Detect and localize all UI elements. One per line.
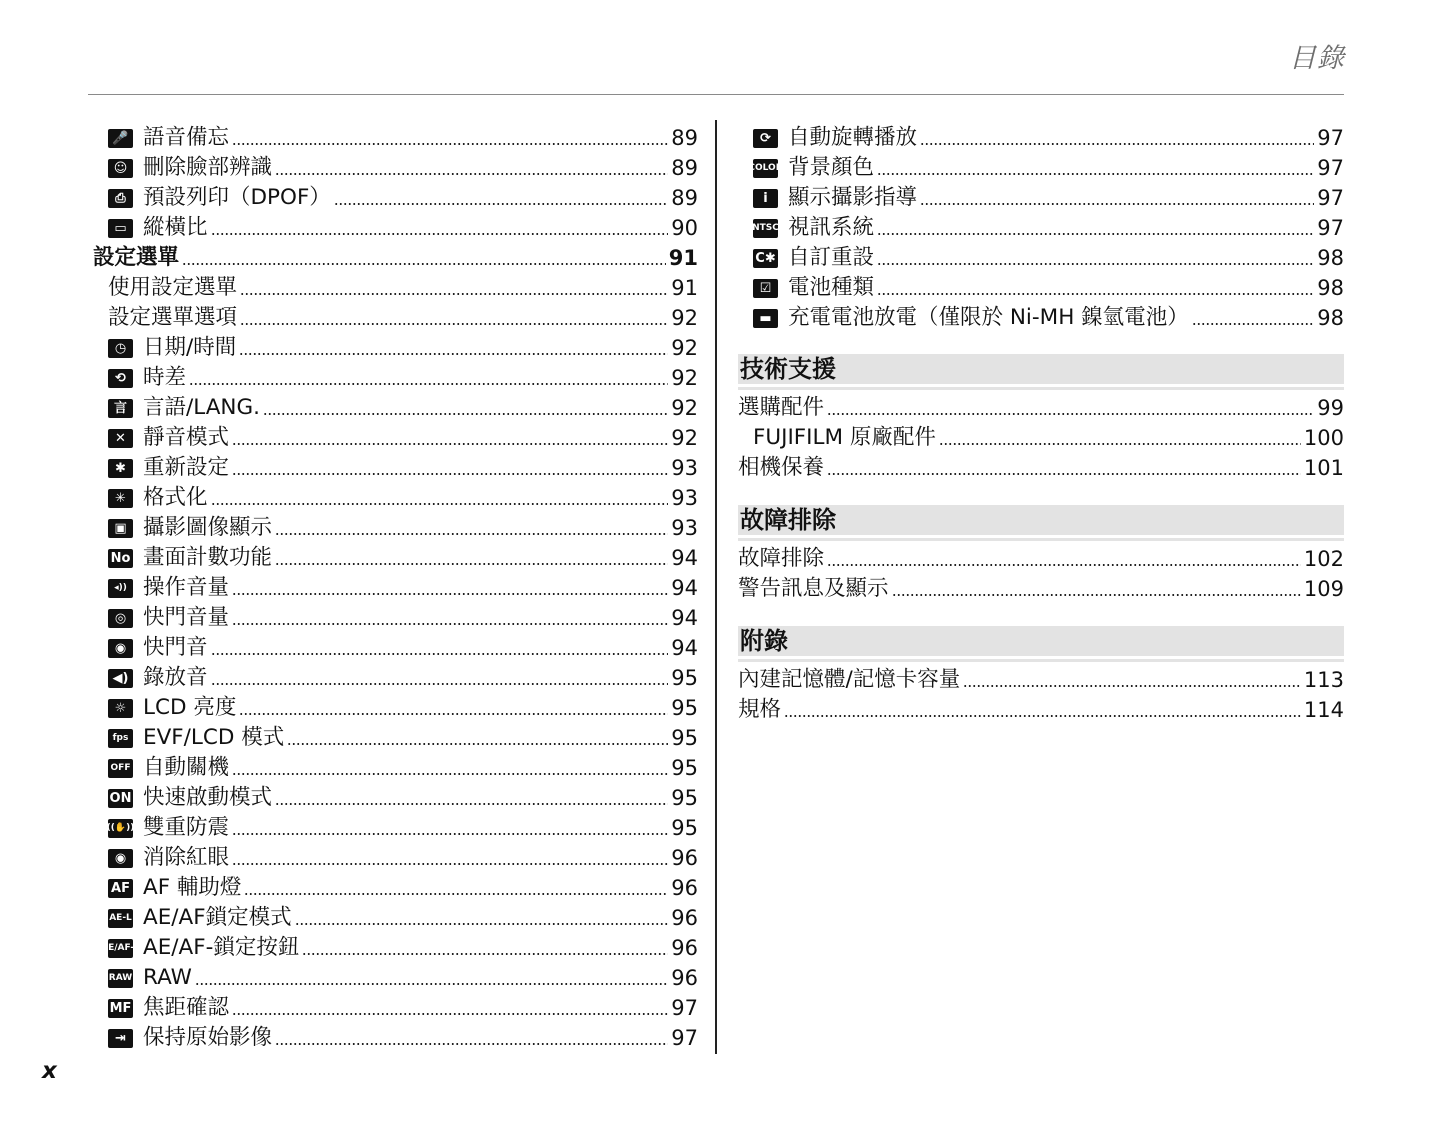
- toc-entry[interactable]: [93, 393, 698, 423]
- dot-leader: [334, 203, 668, 205]
- info-icon: i: [753, 189, 778, 208]
- toc-entry-page: 100: [1303, 426, 1344, 450]
- toc-entry[interactable]: [93, 753, 698, 783]
- toc-entry[interactable]: [93, 663, 698, 693]
- toc-entry-page: 89: [671, 156, 698, 180]
- toc-entry[interactable]: [738, 273, 1344, 303]
- dot-leader: [239, 713, 668, 715]
- toc-entry-label: EVF/LCD 模式: [143, 725, 285, 750]
- toc-entry[interactable]: [93, 273, 698, 303]
- toc-entry-page: 109: [1303, 577, 1344, 601]
- toc-entry-label: 警告訊息及顯示: [738, 576, 889, 601]
- dot-leader: [244, 893, 668, 895]
- red-eye-icon: ◉: [108, 849, 133, 868]
- battery-type-icon: ☑: [753, 279, 778, 298]
- dot-leader: [211, 233, 669, 235]
- dual-is-icon: ((✋)): [108, 819, 133, 838]
- toc-entry-page: 97: [1317, 216, 1344, 240]
- toc-entry-page: 98: [1317, 246, 1344, 270]
- toc-entry[interactable]: [93, 843, 698, 873]
- format-icon: ✳: [108, 489, 133, 508]
- toc-entry-page: 96: [671, 936, 698, 960]
- toc-entry-label: 保持原始影像: [143, 1025, 273, 1050]
- toc-entry[interactable]: [93, 693, 698, 723]
- toc-entry-page: 93: [671, 516, 698, 540]
- frame-number-icon: No: [108, 549, 133, 568]
- page-number: x: [42, 1058, 57, 1084]
- auto-power-off-icon: OFF: [108, 759, 133, 778]
- toc-entry-label: 顯示攝影指導: [788, 185, 918, 210]
- toc-entry-page: 92: [671, 426, 698, 450]
- page-title: 目錄: [1289, 43, 1345, 74]
- toc-entry-label: 重新設定: [143, 455, 230, 480]
- toc-entry-page: 97: [1317, 186, 1344, 210]
- dot-leader: [182, 263, 666, 265]
- dot-leader: [295, 923, 669, 925]
- toc-entry-label: 焦距確認: [143, 995, 230, 1020]
- toc-right-column: [738, 123, 1344, 725]
- operation-volume-icon: ◂)): [108, 579, 133, 598]
- toc-entry-label: 靜音模式: [143, 425, 230, 450]
- toc-entry[interactable]: [93, 483, 698, 513]
- toc-entry-page: 98: [1317, 306, 1344, 330]
- shutter-sound-icon: ◉: [108, 639, 133, 658]
- reset-icon: ✱: [108, 459, 133, 478]
- toc-entry-label: 快速啟動模式: [143, 785, 273, 810]
- toc-entry[interactable]: [93, 783, 698, 813]
- dot-leader: [195, 983, 668, 985]
- dot-leader: [211, 653, 669, 655]
- toc-entry-page: 94: [671, 606, 698, 630]
- toc-entry[interactable]: [93, 903, 698, 933]
- dot-leader: [920, 143, 1314, 145]
- toc-entry[interactable]: [738, 695, 1344, 725]
- toc-entry-label: 語音備忘: [143, 125, 230, 150]
- toc-entry-label: 使用設定選單: [108, 275, 238, 300]
- toc-entry[interactable]: [738, 665, 1344, 695]
- playback-volume-icon: ◀): [108, 669, 133, 688]
- toc-entry-page: 96: [671, 876, 698, 900]
- toc-entry-page: 92: [671, 396, 698, 420]
- dot-leader: [877, 263, 1314, 265]
- toc-entry-page: 97: [671, 996, 698, 1020]
- toc-entry-page: 114: [1303, 698, 1344, 722]
- toc-entry-page: 89: [671, 126, 698, 150]
- toc-entry-label: 雙重防震: [143, 815, 230, 840]
- dot-leader: [275, 1043, 668, 1045]
- af-illuminator-icon: AF: [108, 879, 133, 898]
- toc-entry-page: 101: [1303, 456, 1344, 480]
- column-divider: [715, 120, 717, 1054]
- dot-leader: [275, 533, 668, 535]
- toc-entry-label: FUJIFILM 原廠配件: [753, 425, 936, 450]
- toc-entry-label: 刪除臉部辨識: [143, 155, 273, 180]
- toc-entry-label: 操作音量: [143, 575, 230, 600]
- toc-left-column: [93, 123, 698, 1053]
- toc-entry-page: 95: [671, 666, 698, 690]
- toc-entry[interactable]: [93, 993, 698, 1023]
- toc-entry[interactable]: [93, 543, 698, 573]
- toc-entry-page: 92: [671, 336, 698, 360]
- discharge-icon: ▬: [753, 309, 778, 328]
- section-heading: 故障排除: [738, 505, 1344, 538]
- toc-entry-label: RAW: [143, 965, 192, 990]
- toc-entry-label: 自動關機: [143, 755, 230, 780]
- toc-entry-page: 94: [671, 636, 698, 660]
- toc-entry[interactable]: [738, 303, 1344, 333]
- dot-leader: [232, 623, 668, 625]
- toc-entry-label: AF 輔助燈: [143, 875, 242, 900]
- toc-entry-page: 94: [671, 546, 698, 570]
- toc-entry-label: 消除紅眼: [143, 845, 230, 870]
- save-original-icon: ⇥: [108, 1029, 133, 1048]
- language-icon: 言: [108, 399, 133, 418]
- toc-entry-label: 自動旋轉播放: [788, 125, 918, 150]
- toc-entry[interactable]: [738, 423, 1344, 453]
- image-display-icon: ▣: [108, 519, 133, 538]
- dot-leader: [275, 173, 668, 175]
- toc-entry[interactable]: [93, 813, 698, 843]
- aspect-ratio-icon: ▭: [108, 219, 133, 238]
- toc-entry[interactable]: [93, 1023, 698, 1053]
- print-order-icon: ⎙: [108, 189, 133, 208]
- toc-entry-label: 日期/時間: [143, 335, 237, 360]
- dot-leader: [827, 473, 1301, 475]
- clock-icon: ◷: [108, 339, 133, 358]
- toc-entry-page: 96: [671, 966, 698, 990]
- toc-entry-page: 99: [1317, 396, 1344, 420]
- toc-entry-label: 充電電池放電（僅限於 Ni-MH 鎳氫電池）: [788, 305, 1189, 330]
- toc-entry[interactable]: [93, 513, 698, 543]
- toc-entry-page: 95: [671, 786, 698, 810]
- toc-entry[interactable]: [93, 453, 698, 483]
- toc-entry[interactable]: [738, 393, 1344, 423]
- toc-entry[interactable]: [93, 963, 698, 993]
- video-system-icon: NTSC: [753, 219, 778, 238]
- toc-entry[interactable]: [738, 123, 1344, 153]
- toc-entry-page: 94: [671, 576, 698, 600]
- toc-entry[interactable]: [738, 243, 1344, 273]
- dot-leader: [275, 563, 668, 565]
- dot-leader: [784, 715, 1301, 717]
- lcd-brightness-icon: ☼: [108, 699, 133, 718]
- toc-entry-page: 97: [1317, 156, 1344, 180]
- toc-entry-label: 故障排除: [738, 546, 825, 571]
- silent-mode-icon: ✕: [108, 429, 133, 448]
- toc-entry[interactable]: [93, 123, 698, 153]
- toc-entry-label: 規格: [738, 697, 782, 722]
- ae-l-icon: AE-L: [108, 909, 133, 928]
- toc-entry[interactable]: [93, 573, 698, 603]
- toc-entry-page: 93: [671, 486, 698, 510]
- toc-entry[interactable]: [93, 363, 698, 393]
- dot-leader: [263, 413, 668, 415]
- dot-leader: [827, 564, 1301, 566]
- toc-entry-label: 言語/LANG.: [143, 395, 261, 420]
- toc-entry-page: 98: [1317, 276, 1344, 300]
- dot-leader: [240, 323, 668, 325]
- toc-entry-label: 預設列印（DPOF）: [143, 185, 331, 210]
- dot-leader: [189, 383, 668, 385]
- toc-entry[interactable]: [738, 544, 1344, 574]
- toc-entry-label: 背景顏色: [788, 155, 875, 180]
- dot-leader: [232, 863, 668, 865]
- toc-entry-label: 時差: [143, 365, 187, 390]
- toc-entry[interactable]: [93, 933, 698, 963]
- evf-lcd-mode-icon: fps: [108, 729, 133, 748]
- toc-entry[interactable]: [93, 423, 698, 453]
- raw-icon: RAW: [108, 969, 133, 988]
- toc-entry[interactable]: [93, 873, 698, 903]
- autorotate-icon: ⟳: [753, 129, 778, 148]
- dot-leader: [232, 593, 668, 595]
- dot-leader: [232, 773, 668, 775]
- dot-leader: [239, 353, 668, 355]
- toc-entry-label: 設定選單: [93, 245, 180, 270]
- shutter-volume-icon: ◎: [108, 609, 133, 628]
- toc-entry-page: 91: [671, 276, 698, 300]
- dot-leader: [920, 203, 1314, 205]
- toc-entry[interactable]: [738, 213, 1344, 243]
- ae-af-l-icon: AE/AF-L: [108, 939, 133, 958]
- custom-reset-icon: C✱: [753, 249, 778, 268]
- toc-entry[interactable]: [93, 183, 698, 213]
- toc-entry-label: 選購配件: [738, 395, 825, 420]
- toc-entry-label: 畫面計數功能: [143, 545, 273, 570]
- toc-entry-page: 91: [668, 246, 698, 270]
- toc-entry-label: 設定選單選項: [108, 305, 238, 330]
- toc-entry-label: AE/AF鎖定模式: [143, 905, 292, 930]
- dot-leader: [1192, 323, 1315, 325]
- dot-leader: [877, 173, 1314, 175]
- toc-entry-label: 錄放音: [143, 665, 208, 690]
- toc-entry-label: 快門音: [143, 635, 208, 660]
- toc-entry-label: 自訂重設: [788, 245, 875, 270]
- voice-memo-icon: 🎤: [108, 129, 133, 148]
- toc-entry-label: 電池種類: [788, 275, 875, 300]
- dot-leader: [827, 413, 1314, 415]
- quick-start-icon: ON: [109, 790, 132, 806]
- toc-entry-label: 快門音量: [143, 605, 230, 630]
- toc-entry[interactable]: [738, 574, 1344, 604]
- toc-entry-label: LCD 亮度: [143, 695, 237, 720]
- toc-entry-label: 內建記憶體/記憶卡容量: [738, 667, 961, 692]
- toc-entry-page: 92: [671, 366, 698, 390]
- dot-leader: [232, 143, 668, 145]
- dot-leader: [275, 803, 668, 805]
- dot-leader: [211, 683, 669, 685]
- dot-leader: [877, 233, 1314, 235]
- toc-entry-label: 攝影圖像顯示: [143, 515, 273, 540]
- toc-entry-page: 95: [671, 756, 698, 780]
- dot-leader: [892, 594, 1301, 596]
- toc-entry-page: 92: [671, 306, 698, 330]
- toc-entry-page: 96: [671, 846, 698, 870]
- toc-entry-page: 97: [671, 1026, 698, 1050]
- face-detection-icon: ☺: [108, 159, 133, 178]
- dot-leader: [963, 685, 1301, 687]
- toc-entry[interactable]: [93, 603, 698, 633]
- toc-entry[interactable]: [93, 213, 698, 243]
- toc-entry-page: 96: [671, 906, 698, 930]
- toc-entry-label: 格式化: [143, 485, 208, 510]
- toc-entry-page: 95: [671, 726, 698, 750]
- toc-entry-label: 相機保養: [738, 455, 825, 480]
- time-difference-icon: ⟲: [108, 369, 133, 388]
- focus-check-icon: MF: [109, 1000, 132, 1016]
- toc-entry-page: 93: [671, 456, 698, 480]
- dot-leader: [211, 503, 669, 505]
- section-heading: 附錄: [738, 626, 1344, 659]
- dot-leader: [232, 473, 668, 475]
- toc-entry[interactable]: [93, 303, 698, 333]
- toc-entry-page: 97: [1317, 126, 1344, 150]
- toc-entry-page: 95: [671, 816, 698, 840]
- toc-entry[interactable]: [738, 153, 1344, 183]
- toc-entry-label: AE/AF-鎖定按鈕: [143, 935, 300, 960]
- dot-leader: [287, 743, 668, 745]
- toc-entry[interactable]: [93, 153, 698, 183]
- toc-entry-label: 縱橫比: [143, 215, 208, 240]
- toc-entry-label: 視訊系統: [788, 215, 875, 240]
- dot-leader: [877, 293, 1314, 295]
- toc-entry-page: 89: [671, 186, 698, 210]
- toc-entry-page: 90: [671, 216, 698, 240]
- toc-entry[interactable]: [93, 723, 698, 753]
- toc-entry[interactable]: [93, 333, 698, 363]
- dot-leader: [939, 443, 1301, 445]
- dot-leader: [232, 443, 668, 445]
- toc-entry-page: 95: [671, 696, 698, 720]
- toc-entry-page: 102: [1303, 547, 1344, 571]
- dot-leader: [232, 833, 668, 835]
- toc-entry[interactable]: [738, 183, 1344, 213]
- dot-leader: [240, 293, 668, 295]
- section-heading: 技術支援: [738, 354, 1344, 387]
- dot-leader: [302, 953, 668, 955]
- toc-entry[interactable]: [93, 243, 698, 273]
- background-color-icon: COLOR: [753, 159, 778, 178]
- toc-entry[interactable]: [738, 453, 1344, 483]
- toc-entry[interactable]: [93, 633, 698, 663]
- dot-leader: [232, 1013, 668, 1015]
- toc-entry-page: 113: [1303, 668, 1344, 692]
- header-rule: [88, 94, 1344, 95]
